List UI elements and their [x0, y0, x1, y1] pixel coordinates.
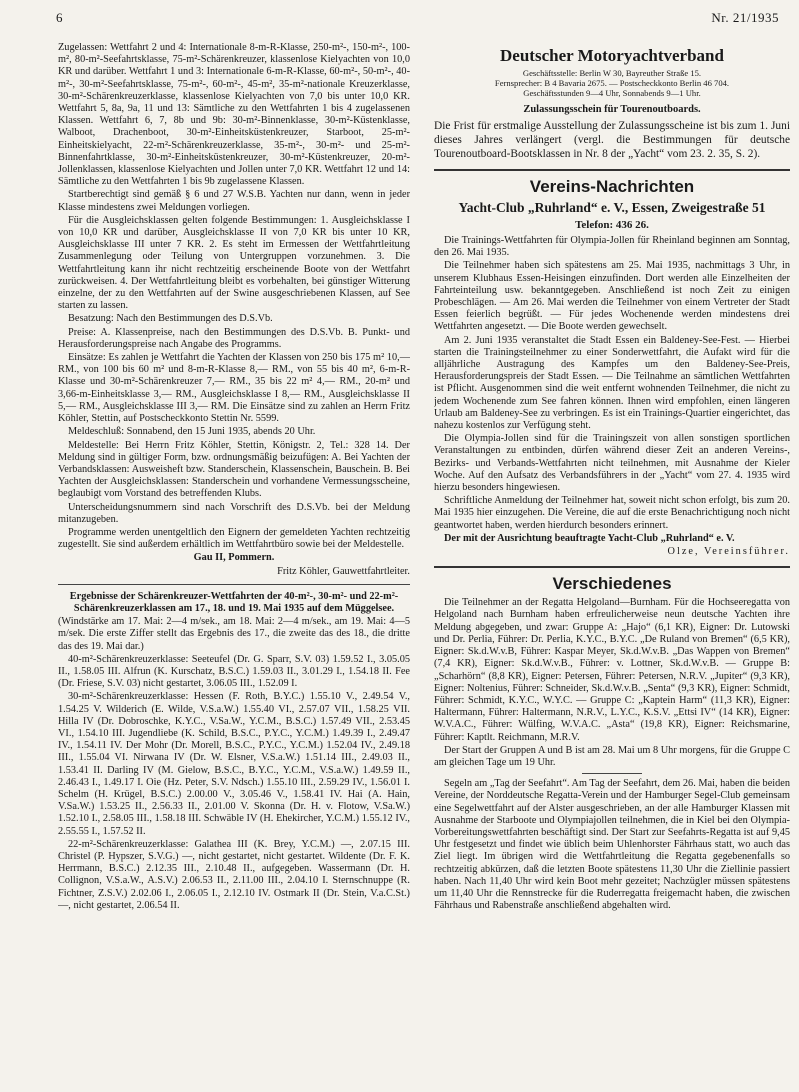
- start-eligibility-paragraph: Startberechtigt sind gemäß § 6 und 27 W.S.B. Yachten nur dann, wenn in jeder Klasse mindestens zwei Meldungen vorliegen.: [58, 189, 410, 213]
- entry-deadline-paragraph: Meldeschluß: Sonnabend, den 15 Juni 1935, abends 20 Uhr.: [68, 426, 316, 438]
- dmv-heading: Deutscher Motoryachtverband: [500, 46, 724, 65]
- results-heading: Ergebnisse der Schärenkreuzer-Wettfahrten der 40-m²-, 30-m²- und 22-m²-Schärenkreuzerklassen am 17., 18. und 19. Mai 1935 auf dem Müggelsee.: [69, 590, 399, 614]
- results-22m-class: 22-m²-Schärenkreuzerklasse: Galathea III (K. Brey, Y.C.M.) —, 2.07.15 III. Christel (P. Hypszer, S.V.G.) —, nicht gestartet, nicht gestartet. Wildente (Dr. F. K. Herrmann, B.S.C.) 2.12.35 III., 2.10.48 II., aufgegeben. Wassermann (Dr. H. Collignon, V.S.a.W., A.S.V.) 2.06.53 II., 2.11.00 III., 2.04.10 I. Sternschnuppe (R. Fichtner, Z.S.V.) 2.02.06 I., 2.06.05 I., 2.12.10 IV. Ostmark II (Dr. Stein, V.a.C.St.) —, nicht gestartet, 2.06.54 II.: [58, 838, 410, 911]
- entry-office-paragraph: Meldestelle: Bei Herrn Fritz Köhler, Stettin, Königstr. 2, Tel.: 328 14. Der Meldung sind in gültiger Form, bzw. ordnungsmäßig beizufügen: A. Bei Yachten der Verbandsklassen: Ausweisheft bzw. Standerschein, Klassenschein, Bauschein. B. Bei Yachten der Ausgleichsklassen: Standerschein und vorhandene Vermessungsscheine, beglaubigt vom Vorstand des betreffenden Klubs.: [58, 439, 410, 500]
- tag-der-seefahrt-paragraph: Segeln am „Tag der Seefahrt“. Am Tag der Seefahrt, dem 26. Mai, haben die beiden Vereine, der Norddeutsche Regatta-Verein und der Hamburger Segel-Club gemeinsam eine Segelwettfahrt auf der Alster ausgeschrieben, an der alle Hamburger Klassen mit Ausnahme der Starboote und Olympiajollen teilnehmen, die in Kiel bei den Olympia-Vorbereitungswettfahrten beschäftigt sind. Der Start zur Seefahrts-Regatta ist auf 9,45 Uhr festgesetzt und findet wie üblich beim Uhlenhorster Fährhaus statt, wo auch das Ziel liegt. Im übrigen wird die Wettfahrtleitung die Regatta gegebenenfalls so rechtzeitig abkürzen, daß die letzten Boote spätestens 11,30 Uhr die Ziellinie passiert haben. Nach 11,40 Uhr wird kein Boot mehr gezeitet; Nachzügler müssen spätestens um 11,40 Uhr die Rennstrecke für die Ruderregatta freigemacht haben, die zwischen Fährhaus und Rabenstraße anschließend abgehalten wird.: [434, 778, 790, 912]
- divider: [434, 566, 790, 568]
- club-signature: Olze, Vereinsführer.: [667, 546, 790, 558]
- results-wind-note: (Windstärke am 17. Mai: 2—4 m/sek., am 18. Mai: 2—4 m/sek., am 19. Mai: 4—5 m/sek. Die erste Ziffer stellt das Ergebnis des 17., die zweite das des 18., die dritte das des 19. Mai dar.): [58, 616, 410, 652]
- signature-name: Fritz Köhler, Gauwettfahrtleiter.: [277, 565, 410, 577]
- sail-numbers-paragraph: Unterscheidungsnummern sind nach Vorschrift des D.S.Vb. bei der Meldung mitanzugeben.: [58, 501, 410, 525]
- crew-paragraph: Besatzung: Nach den Bestimmungen des D.S.Vb.: [68, 313, 273, 325]
- handicap-classes-paragraph: Für die Ausgleichsklassen gelten folgende Bestimmungen: 1. Ausgleichsklasse I von 10,0 KR und darüber, Ausgleichsklasse II von 7,0 KR bis unter 10 KR, Ausgleichsklasse III unter 7 KR. 2. Es steht im Ermessen der Wettfahrtleitung Zusammenlegung oder Teilung von Untergruppen vorzunehmen. 3. Die Wettfahrtleitung kann ihr nicht rechtzeitig erscheinende Boote von der Wettfahrt zurückweisen. 4. Der Wettfahrtleitung bleibt es vorbehalten, bei günstiger Witterung einzelne, der zu den Wettfahrten auf der Swine ausgeschriebenen Klassen, auf See starten zu lassen.: [58, 214, 410, 312]
- club-paragraph-2: Die Teilnehmer haben sich spätestens am 25. Mai 1935, nachmittags 3 Uhr, in unserem Klubhaus Essen-Heisingen einzufinden. Dort werden alle Einzelheiten der Fahrteinteilung usw. bekanntgegeben. Anschließend ist noch Zeit zu einigen Probeschlägen. — Am 26. Mai werden die Teilnehmer von einem Vertreter der Stadt Essen feierlich begrüßt. — Für jedes Wochenende werden mindestens drei Wettfahrten angesetzt. — Die Boote werden gewechselt.: [434, 260, 790, 333]
- right-column: [434, 42, 790, 1084]
- results-30m-class: 30-m²-Schärenkreuzerklasse: Hessen (F. Roth, B.Y.C.) 1.55.10 V., 2.49.54 V., 1.54.25 V. Wilderich (E. Wilde, V.S.a.W.) 1.55.40 VI., 2.57.07 VII., 1.58.25 VII. Hilla IV (Dr. Dobroschke, K.Y.C., V.Sa.W., Y.C.M., B.S.C.) 1.57.49 VII., 2.53.45 VI., 1.54.10 III. Jugendliebe (K. Schild, B.S.C., P.Y.C., Y.C.M.) 1.49.39 I., 2.49.47 IV., 1.54.11 IV. Der Mohr (Dr. Morell, B.S.C., P.Y.C., Y.C.M.) 1.52.04 IV., 2.49.18 III., 1.55.04 VI. Nirwana IV (Dr. W. Elsner, V.S.a.W.) 1.51.14 III., 2.49.03 II., 1.53.41 II. Darling IV (M. Gielow, B.S.C., B.Y.C., Y.C.M., V.S.a.W.) 1.49.59 II., 2.46.43 I., 1.49.17 I. Oie (Hz. Peter, S.V. Ndsch.) 1.55.10 III., 2.59.29 IV., 1.56.01 I. Schelm (H. Krügel, B.S.C.) 2.00.00 V., 3.05.46 V., 1.58.41 IV. Hai (A. Hain, V.Sa.W.) 1.53.25 II., 2.56.33 II., 2.01.00 V. Skonna (Dr. H. v. Flotow, V.Sa.W.) 1.52.10 I., 2.58.05 III., 1.58.18 III. Schwäble IV (H. Ehekircher, Y.C.M.) 1.55.12 IV., 2.55.55 I., 1.57.52 II.: [58, 691, 410, 837]
- regatta-helgoland-paragraph: Die Teilnehmer an der Regatta Helgoland—Burnham. Für die Hochseeregatta von Helgoland nach Burnham haben erfreulicherweise neun deutsche Yachten ihre Meldung abgegeben, und zwar: Gruppe A: „Hajo“ (6,1 KR), Eigner: Dr. Lutowski und Dr. Perlia, Führer: Dr. Perlia, K.Y.C., B.Y.C. „De Ruland von Bremen“ (6,5 KR), Eigner: Sk.d.W.v.B, Führer: Kaspar Meyer, Sk.d.W.v.B. „Das Wappen von Bremen“ (7,4 KR), Eigner: Sk.d.W.v.B., Führer: v. Lottner, Sk.d.W.v.B. — Gruppe B: „Scharhörn“ (8,8 KR), Eigner: Petersen, Führer: Petersen, N.R.V. „Jupiter“ (9,3 KR), Eigner: Noltenius, Führer: Schneider, Sk.d.W.v.B. „Senta“ (9,3 KR), Eigner: Schmidt, Führer: Schmidt, K.Y.C., W.Y.C. — Gruppe C: „Kaptein Harm“ (11,3 KR), Eigner: Haltermann, Führer: Haltermann, N.R.V., L.Y.C., K.S.V. „Ettsi IV“ (14 KR), Eigner: W.V.A.C., Führer: Wülfing, W.V.A.C. „Asta“ (19,8 KR), Eigner: Reichsmarine, Führer: Kaptlt. Reichmann, M.R.V.: [434, 597, 790, 743]
- divider: [582, 773, 642, 774]
- dmv-hours-line: Geschäftsstunden 9—4 Uhr, Sonnabends 9—1 Uhr.: [523, 88, 701, 98]
- club-signoff: Der mit der Ausrichtung beauftragte Yacht-Club „Ruhrland“ e. V.: [444, 532, 735, 544]
- divider: [58, 584, 410, 585]
- dmv-subheading: Zulassungsschein für Tourenoutboards.: [523, 104, 701, 115]
- vereins-nachrichten-heading: Vereins-Nachrichten: [529, 177, 695, 196]
- admission-paragraph: Zugelassen: Wettfahrt 2 und 4: Internationale 8-m-R-Klasse, 250-m²-, 150-m²-, 100-m², 80-m²-Seefahrtsklasse, 75-m²-Schärenkreuzer, klassenlose Kielyachten von 10,0 KR und darüber. Wettfahrt 1 und 3: Internationale 6-m-R-Klasse, 60-m²-, 50-m²-, 40-m²-, 30-m²-Seefahrtsklasse, 75-m²-, 60-m²-, 45-m², 35-m²-nationale Kreuzerklasse, 30-m²-Schärenkreuzerklasse, klassenlose Kielyachten von 7,0 bis unter 10,0 KR. Wettfahrt 5, 8a, 9a, 11 und 13: Sämtliche zu den Wettfahrten 1 bis 4 zugelassenen Klassen. Wettfahrt 6, 7, 8b und 9b: 30-m²-Binnenklasse, 30-m²-Küstenklasse, Walboot, Drachenboot, 30-m²-Einheitsküstenkreuzer, Starboot, 25-m²-Einheitskielyacht, 22-m²-Schärenkreuzerklasse, 35-m²-, 30-m²- und 25-m²-Binnenfahrtklasse, 30-m²-Einheitsküstenkreuzer, 30-m²-Küstenkreuzer, 20-m²-Jollenklassen, klassenlose Kielyachten und Jollen unter 7,0 KR. Wettfahrt 12 und 14: Sämtliche zu den Wettfahrten 1 bis 9b zugelassene Klassen.: [58, 42, 410, 188]
- club-paragraph-1: Die Trainings-Wettfahrten für Olympia-Jollen für Rheinland beginnen am Sonntag, den 26. Mai 1935.: [434, 235, 790, 259]
- entry-fees-paragraph: Einsätze: Es zahlen je Wettfahrt die Yachten der Klassen von 250 bis 175 m² 10,— RM., von 100 bis 60 m² und 8-m-R-Klasse 8,— RM., von 55 bis 40 m², 6-m-R-Klasse und 30-m²-Schärenkreuzer 7,— RM., 35 bis 22 m² 4,— RM., 20-m² und 3,66-m-Einheitsklasse 3,— RM., Ausgleichsklasse I 8,— RM., Ausgleichsklasse II 5,— RM., Ausgleichsklasse III 3,— RM. Die Einsätze sind zu zahlen an Herrn Fritz Köhler, Stettin, auf Postscheckkonto Stettin Nr. 5599.: [58, 352, 410, 425]
- dmv-phone-line: Fernsprecher: B 4 Bavaria 2675. — Postscheckkonto Berlin 46 704.: [494, 78, 730, 88]
- results-40m-class: 40-m²-Schärenkreuzerklasse: Seeteufel (Dr. G. Sparr, S.V. 03) 1.59.52 I., 3.05.05 II., 1.58.05 III. Alfrun (K. Kurschatz, B.S.C.) 1.59.03 II., 3.01.29 I., 1.54.18 II. Fee (Dr. Friese, S.V. 03) nicht gestartet, 3.06.05 III., 1.52.09 I.: [58, 653, 410, 690]
- club-telephone: Telefon: 436 26.: [575, 219, 649, 231]
- dmv-body: Die Frist für erstmalige Ausstellung der Zulassungsscheine ist bis zum 1. Juni dieses Jahres verlängert (vergl. die Bestimmungen für deutsche Tourenoutboard-Bootsklassen in Nr. 8 der „Yacht“ vom 23. 2. 35, S. 2).: [434, 120, 790, 160]
- club-paragraph-3: Am 2. Juni 1935 veranstaltet die Stadt Essen ein Baldeney-See-Fest. — Hierbei starten die Trainingsteilnehmer zu einer Sonderwettfahrt, die Aufakt wird für die alljährliche Austragung des Kampfes um den Baldeney-See-Preis, Herausforderungspreis der Stadt Essen. — Die Teilnahme an sämtlichen Wettfahrten ist Pflicht. Ausgenommen sind die weit entfernt wohnenden Teilnehmer, die nicht zu jedem Wochenende zum See fahren können. Ihnen wird empfohlen, einen längeren Urlaub am Baldeney-See zu verbringen. Es ist ein Trainings-Quartier eingerichtet, das nahezu kostenlos zur Verfügung steht.: [434, 334, 790, 432]
- left-column: [58, 42, 410, 1084]
- prizes-paragraph: Preise: A. Klassenpreise, nach den Bestimmungen des D.S.Vb. B. Punkt- und Herausforderungspreise nach Angabe des Programms.: [58, 326, 410, 350]
- divider: [434, 169, 790, 171]
- regatta-start-paragraph: Der Start der Gruppen A und B ist am 28. Mai um 8 Uhr morgens, für die Gruppe C am gleichen Tage um 19 Uhr.: [434, 744, 790, 768]
- issue-number: Nr. 21/1935: [711, 10, 779, 25]
- club-paragraph-5: Schriftliche Anmeldung der Teilnehmer hat, soweit nicht schon erfolgt, bis zum 20. Mai 1935 hier einzugehen. Die Vereine, die auf die erste Benachrichtigung noch nicht geantwortet haben, werden hierdurch besonders erinnert.: [434, 495, 790, 531]
- page-number: 6: [56, 10, 63, 25]
- club-heading: Yacht-Club „Ruhrland“ e. V., Essen, Zweigestraße 51: [458, 200, 766, 215]
- verschiedenes-heading: Verschiedenes: [552, 574, 672, 594]
- dmv-address-line: Geschäftsstelle: Berlin W 30, Bayreuther Straße 15.: [522, 68, 702, 78]
- signature-region: Gau II, Pommern.: [193, 552, 275, 564]
- programmes-paragraph: Programme werden unentgeltlich den Eignern der gemeldeten Yachten rechtzeitig zugestellt. Sie sind außerdem erhältlich im Wettfahrtbüro sowie bei der Meldestelle.: [58, 526, 410, 551]
- club-paragraph-4: Die Olympia-Jollen sind für die Trainingszeit von allen sonstigen sportlichen Veranstaltungen zu entbinden, dürfen während dieser Zeit an anderen Vereins-, Bezirks- und Verbands-Wettfahrten nicht teilnehmen, mit Ausnahme der Kieler Woche. Auf den Aufsatz des Verbandsführers in der „Yacht“ vom 27. 4. 1935 wird hierzu besonders hingewiesen.: [434, 433, 790, 494]
